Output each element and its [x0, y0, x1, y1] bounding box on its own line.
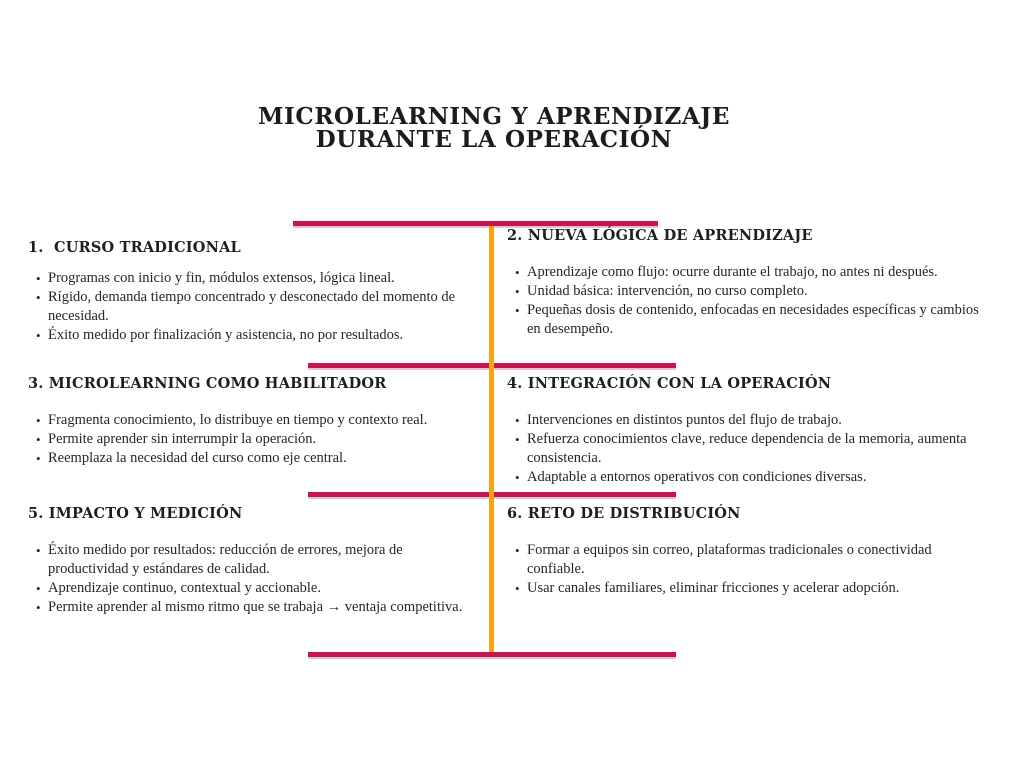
bullet-item: • Éxito medido por resultados: reducción de errores, mejora de productividad y estándares de calidad. [48, 541, 484, 579]
bullet-item: • Adaptable a entornos operativos con condiciones diversas. [527, 468, 991, 487]
page-title-line-2: DURANTE LA OPERACIÓN [315, 126, 673, 153]
bullet-item: • Refuerza conocimientos clave, reduce dependencia de la memoria, aumenta consistencia. [527, 430, 991, 468]
bullet-item: • Unidad básica: intervención, no curso completo. [527, 282, 991, 301]
section-3-bullet-list [28, 411, 484, 468]
bullet-item: • Fragmenta conocimiento, lo distribuye en tiempo y contexto real. [48, 411, 484, 430]
bullet-item: • Aprendizaje continuo, contextual y accionable. [48, 579, 484, 598]
section-curso-tradicional [28, 240, 484, 345]
section-impacto-medicion [28, 506, 484, 617]
section-4-header: 4. INTEGRACIÓN CON LA OPERACIÓN [507, 375, 832, 392]
bullet-item: • Permite aprender sin interrumpir la operación. [48, 430, 484, 449]
section-1-bullet-list [28, 269, 484, 345]
section-2-bullet-list [507, 263, 991, 339]
bullet-item: • Formar a equipos sin correo, plataformas tradicionales o conectividad confiable. [527, 541, 991, 579]
section-3-header: 3. MICROLEARNING COMO HABILITADOR [28, 375, 387, 392]
bullet-item: • Rígido, demanda tiempo concentrado y desconectado del momento de necesidad. [48, 288, 484, 326]
page-title [0, 105, 988, 151]
top-divider-line [293, 221, 658, 226]
bullet-item: • Reemplaza la necesidad del curso como eje central. [48, 449, 484, 468]
section-reto-distribucion [507, 506, 991, 598]
section-integracion-operacion [507, 376, 991, 487]
bullet-item: • Intervenciones en distintos puntos del flujo de trabajo. [527, 411, 991, 430]
section-1-header: 1. CURSO TRADICIONAL [28, 239, 241, 256]
bullet-item: • Aprendizaje como flujo: ocurre durante el trabajo, no antes ni después. [527, 263, 991, 282]
section-6-header: 6. RETO DE DISTRIBUCIÓN [507, 505, 741, 522]
section-4-bullet-list [507, 411, 991, 487]
section-2-header: 2. NUEVA LÓGICA DE APRENDIZAJE [507, 227, 813, 244]
bullet-item: • Éxito medido por finalización y asistencia, no por resultados. [48, 326, 484, 345]
bullet-item: • Permite aprender al mismo ritmo que se trabaja → ventaja competitiva. [48, 598, 484, 617]
section-5-header: 5. IMPACTO Y MEDICIÓN [28, 505, 243, 522]
section-6-bullet-list [507, 541, 991, 598]
bullet-item: • Usar canales familiares, eliminar fricciones y acelerar adopción. [527, 579, 991, 598]
bottom-divider-line [308, 652, 676, 657]
section-5-bullet-list [28, 541, 484, 617]
vertical-divider-line [489, 226, 494, 652]
section-nueva-logica [507, 228, 991, 339]
bullet-item: • Programas con inicio y fin, módulos extensos, lógica lineal. [48, 269, 484, 288]
page-title-line-1: MICROLEARNING Y APRENDIZAJE [258, 103, 730, 130]
section-microlearning-habilitador [28, 376, 484, 468]
bullet-item: • Pequeñas dosis de contenido, enfocadas en necesidades específicas y cambios en desempeño. [527, 301, 991, 339]
